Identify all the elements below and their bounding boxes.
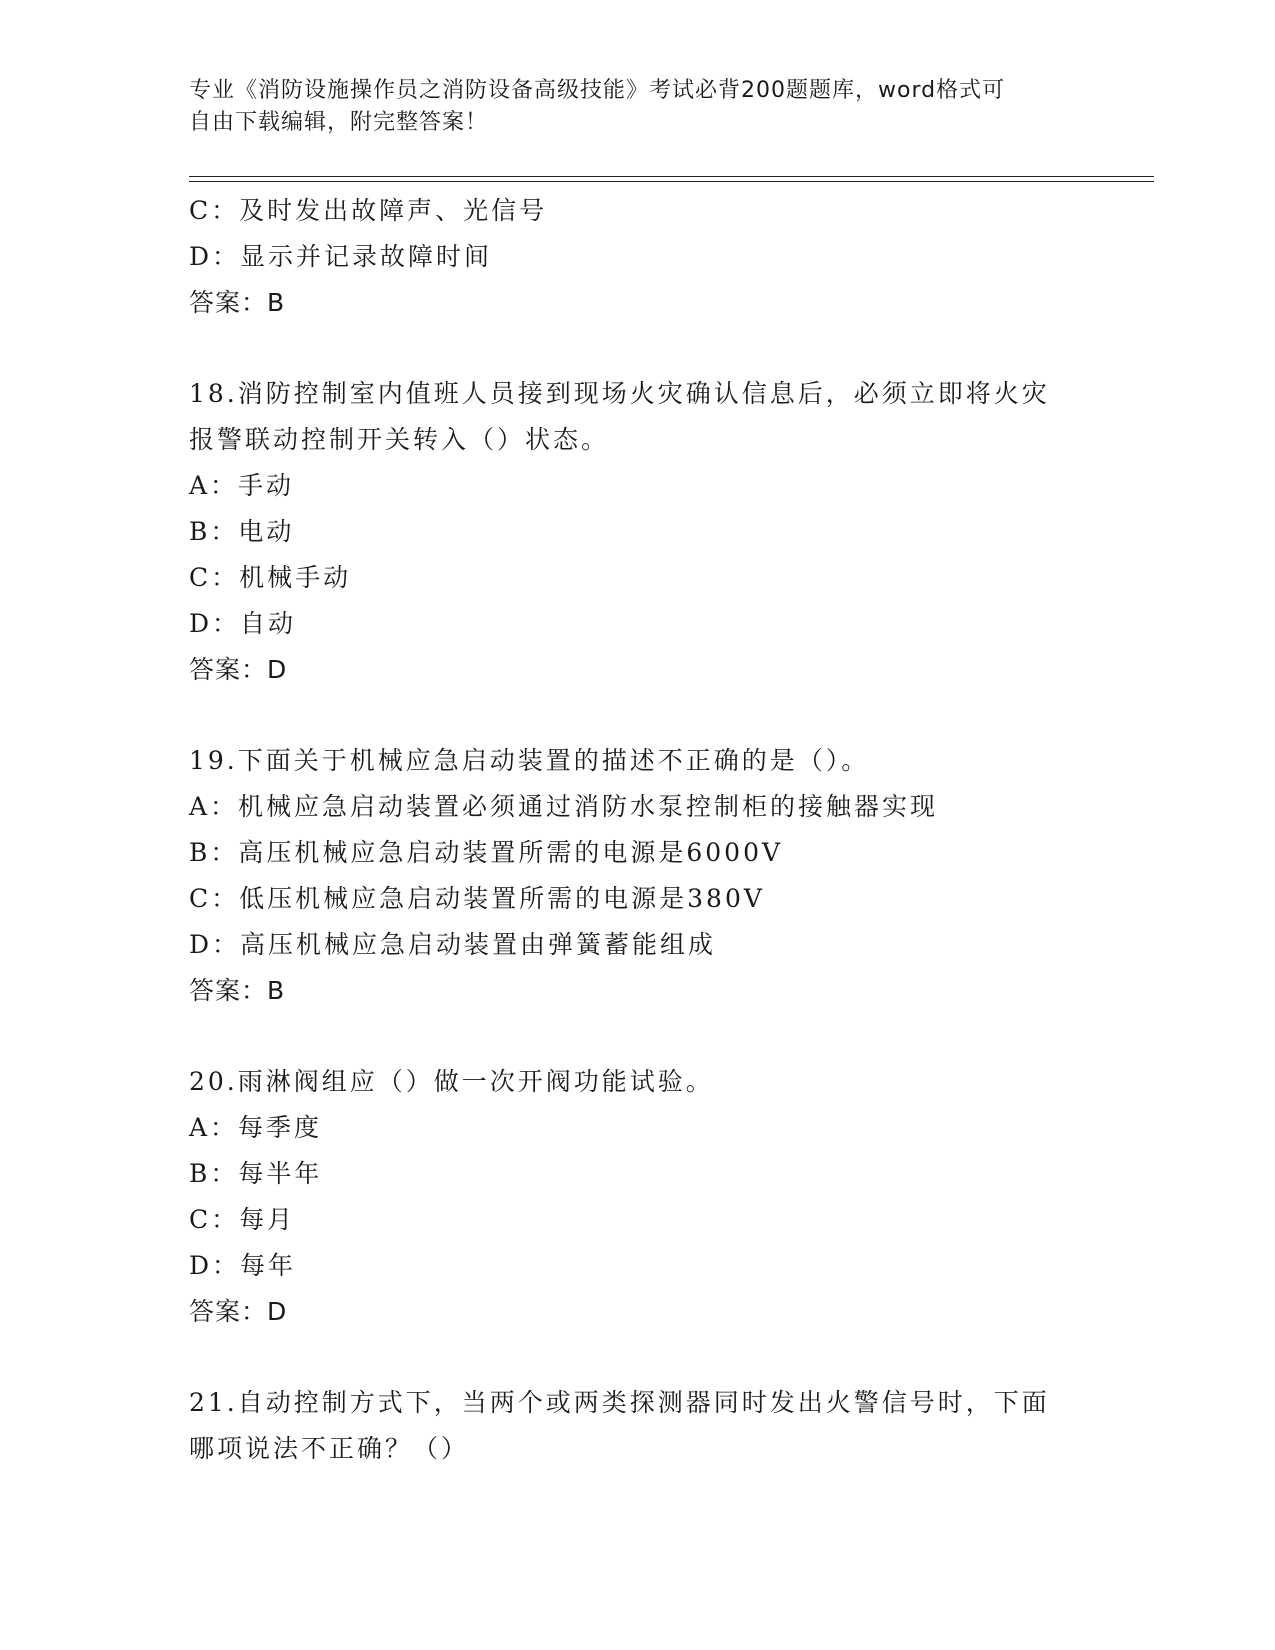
option-c: C：机械手动 [189,563,352,592]
spacer [189,1335,1089,1380]
header-line-1: 专业《消防设施操作员之消防设备高级技能》考试必背200题题库，word格式可 [189,78,1006,103]
question-19 [189,738,1089,1014]
option-a: A：机械应急启动装置必须通过消防水泵控制柜的接触器实现 [189,792,939,821]
question-list [189,188,1089,1472]
option-c: C：及时发出故障声、光信号 [189,196,548,225]
header-divider-bottom [189,181,1154,182]
option-b: B：电动 [189,517,295,546]
document-header [189,75,1089,139]
option-c: C：低压机械应急启动装置所需的电源是380V [189,884,765,913]
question-stem: 20.雨淋阀组应（）做一次开阀功能试验。 [189,1067,714,1096]
question-stem: 21.自动控制方式下，当两个或两类探测器同时发出火警信号时，下面 [189,1388,1050,1417]
question-stem: 18.消防控制室内值班人员接到现场火灾确认信息后，必须立即将火灾 [189,379,1050,408]
question-20 [189,1059,1089,1335]
header-line-2: 自由下载编辑，附完整答案！ [189,110,489,135]
answer-line: 答案：B [189,288,286,317]
question-17-continued [189,188,1089,326]
spacer [189,326,1089,371]
option-d: D：显示并记录故障时间 [189,242,493,271]
option-a: A：手动 [189,471,295,500]
question-stem: 哪项说法不正确？（） [189,1434,470,1463]
answer-line: 答案：D [189,1297,288,1326]
answer-line: 答案：D [189,655,288,684]
option-b: B：每半年 [189,1159,323,1188]
option-a: A：每季度 [189,1113,323,1142]
question-stem: 报警联动控制开关转入（）状态。 [189,425,610,454]
option-b: B：高压机械应急启动装置所需的电源是6000V [189,838,784,867]
option-c: C：每月 [189,1205,296,1234]
option-d: D：每年 [189,1251,297,1280]
question-stem: 19.下面关于机械应急启动装置的描述不正确的是（）。 [189,746,870,775]
spacer [189,1014,1089,1059]
option-d: D：高压机械应急启动装置由弹簧蓄能组成 [189,930,717,959]
question-21 [189,1380,1089,1472]
answer-line: 答案：B [189,976,286,1005]
question-18 [189,371,1089,693]
header-divider-top [189,176,1154,177]
spacer [189,693,1089,738]
option-d: D：自动 [189,609,297,638]
